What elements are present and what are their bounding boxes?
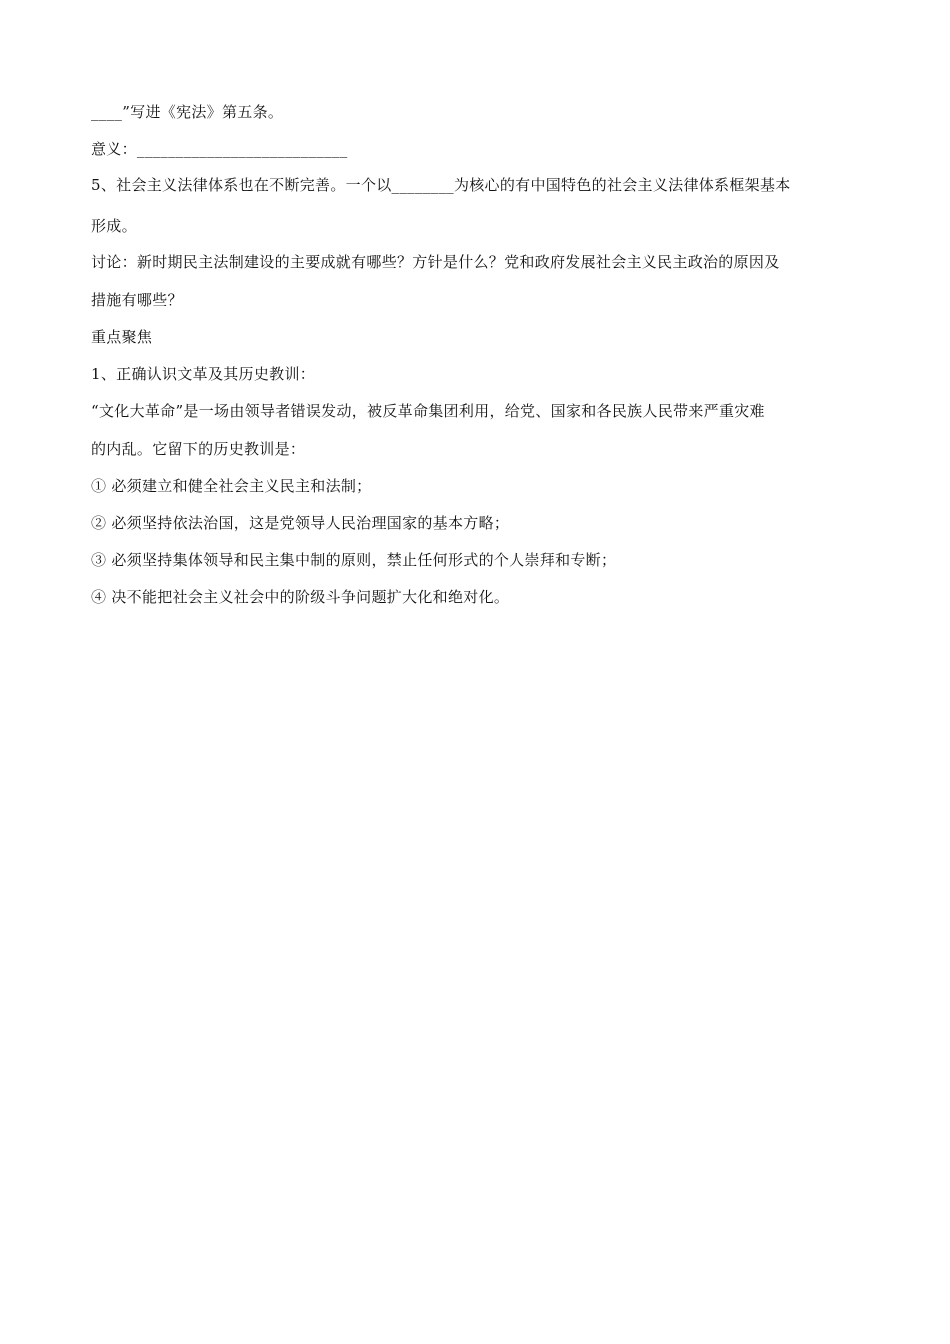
text-line-significance: 意义：___________________________ <box>91 140 348 158</box>
text-line-cultural-revolution-heading: 1、正确认识文革及其历史教训： <box>91 365 316 383</box>
text-line-lessons-intro: 的内乱。它留下的历史教训是： <box>91 440 306 458</box>
list-item-lesson-4: ④ 决不能把社会主义社会中的阶级斗争问题扩大化和绝对化。 <box>91 588 510 606</box>
text-line-legal-system: 5、社会主义法律体系也在不断完善。一个以________为核心的有中国特色的社会主义法律体系框架基本 <box>91 176 791 194</box>
section-heading-key-focus: 重点聚焦 <box>91 328 153 346</box>
text-line-measures: 措施有哪些？ <box>91 291 183 309</box>
text-line-constitution-article: ____”写进《宪法》第五条。 <box>91 103 284 121</box>
text-line-discussion: 讨论：新时期民主法制建设的主要成就有哪些？方针是什么？党和政府发展社会主义民主政治的原因及 <box>91 253 780 271</box>
text-line-formed: 形成。 <box>91 217 137 235</box>
text-line-cultural-revolution-desc: “文化大革命”是一场由领导者错误发动，被反革命集团利用，给党、国家和各民族人民带来严重灾难 <box>91 402 765 420</box>
list-item-lesson-2: ② 必须坚持依法治国，这是党领导人民治理国家的基本方略； <box>91 514 510 532</box>
list-item-lesson-1: ① 必须建立和健全社会主义民主和法制； <box>91 477 372 495</box>
list-item-lesson-3: ③ 必须坚持集体领导和民主集中制的原则，禁止任何形式的个人崇拜和专断； <box>91 551 617 569</box>
